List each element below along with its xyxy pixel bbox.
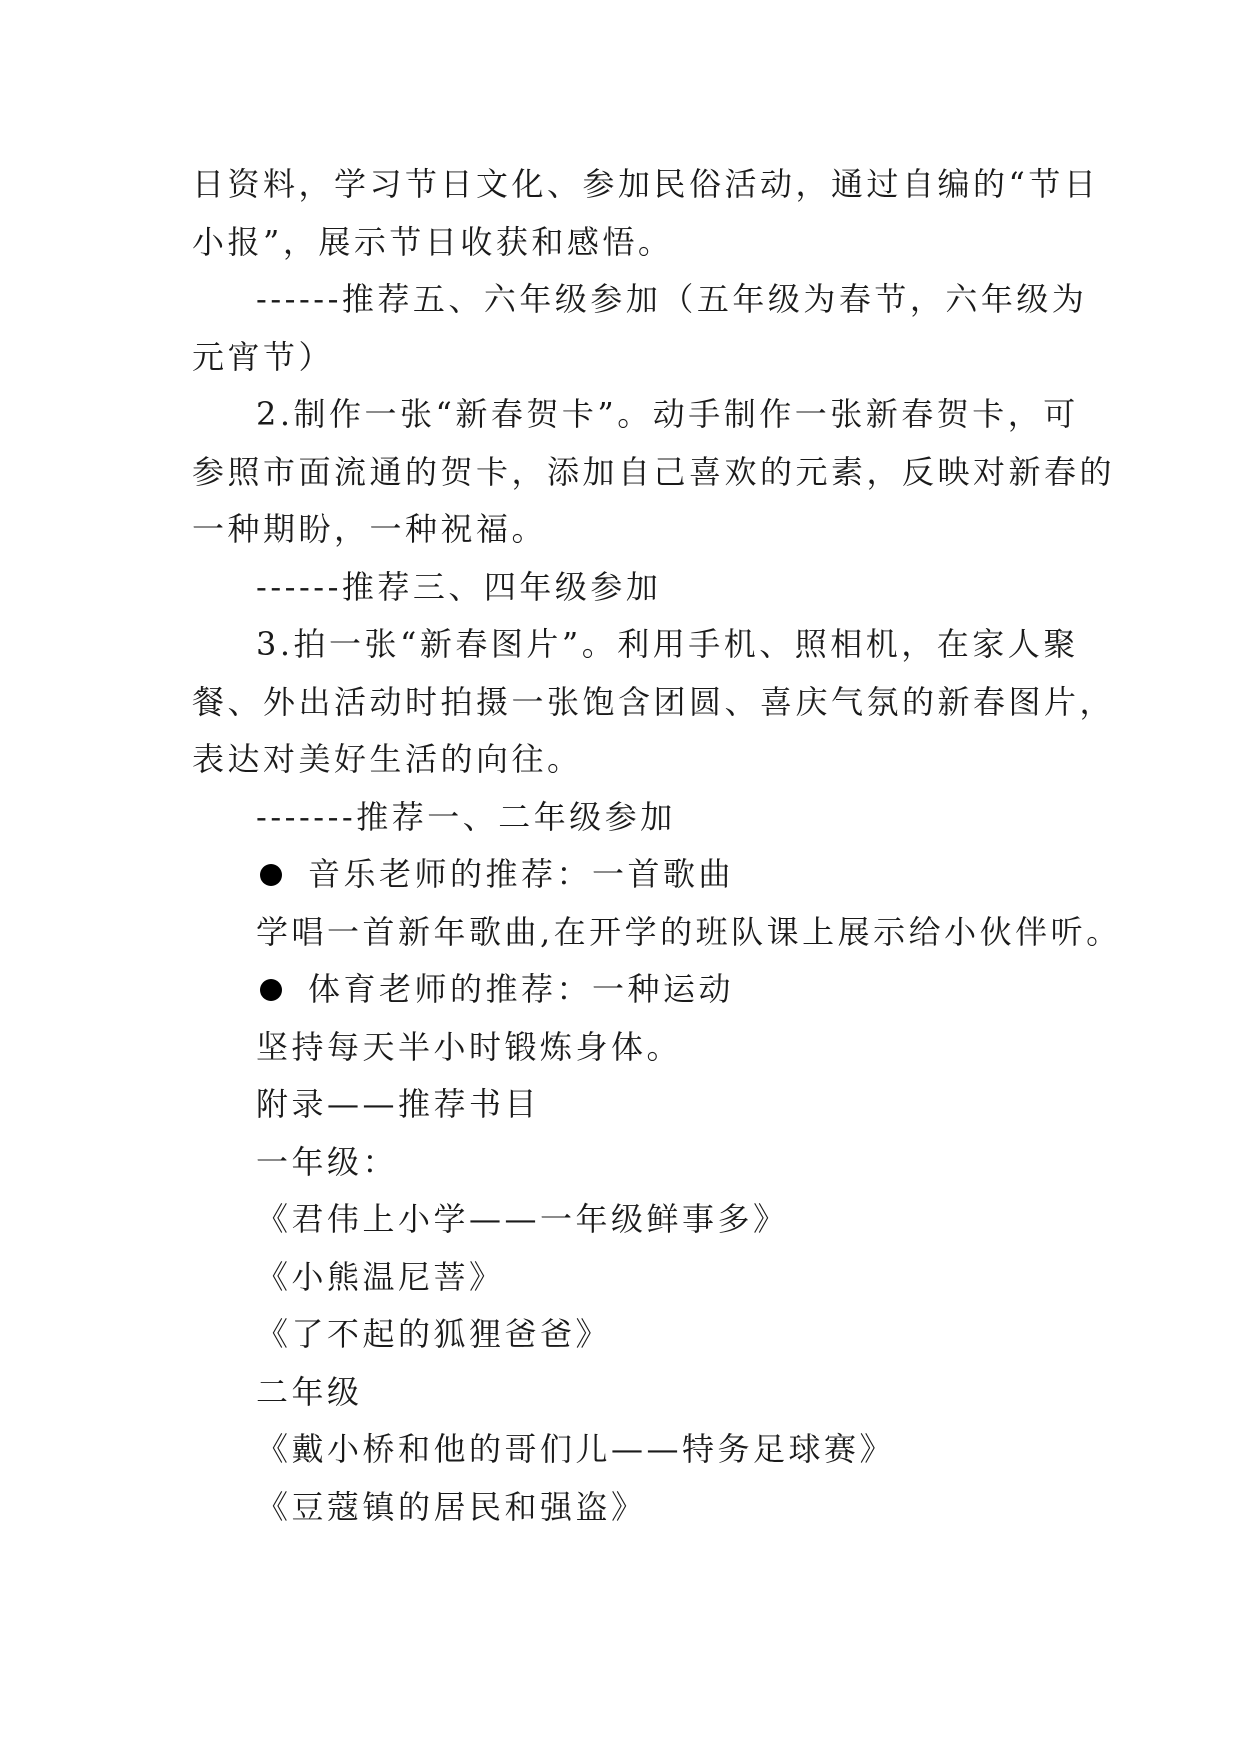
book-title: 《小熊温尼菩》 xyxy=(256,1258,505,1296)
book-title: 《豆蔻镇的居民和强盗》 xyxy=(256,1488,647,1526)
bullet-icon xyxy=(260,864,282,886)
bullet-item xyxy=(256,854,734,894)
bullet-text: 音乐老师的推荐：一首歌曲 xyxy=(308,855,735,893)
paragraph-line: 小报”，展示节日收获和感悟。 xyxy=(192,223,674,261)
grade-heading: 一年级： xyxy=(256,1143,399,1181)
bullet-item xyxy=(256,969,734,1009)
item-heading: 2.制作一张“新春贺卡”。动手制作一张新春贺卡，可 xyxy=(256,395,1079,433)
book-title: 《了不起的狐狸爸爸》 xyxy=(256,1315,612,1353)
paragraph-line: 参照市面流通的贺卡，添加自己喜欢的元素，反映对新春的 xyxy=(192,453,1116,491)
paragraph-line: 学唱一首新年歌曲,在开学的班队课上展示给小伙伴听。 xyxy=(256,913,1122,951)
paragraph-line: 元宵节） xyxy=(192,338,335,376)
bullet-text: 体育老师的推荐：一种运动 xyxy=(308,970,735,1008)
recommendation-line: ------推荐五、六年级参加（五年级为春节，六年级为 xyxy=(256,280,1088,318)
paragraph-line: 表达对美好生活的向往。 xyxy=(192,740,583,778)
recommendation-line: ------推荐三、四年级参加 xyxy=(256,568,662,606)
appendix-heading: 附录——推荐书目 xyxy=(256,1085,541,1123)
paragraph-line: 日资料，学习节日文化、参加民俗活动，通过自编的“节日 xyxy=(192,165,1100,203)
book-title: 《戴小桥和他的哥们儿——特务足球赛》 xyxy=(256,1430,896,1468)
book-title: 《君伟上小学——一年级鲜事多》 xyxy=(256,1200,789,1238)
paragraph-line: 餐、外出活动时拍摄一张饱含团圆、喜庆气氛的新春图片， xyxy=(192,683,1116,721)
item-heading: 3.拍一张“新春图片”。利用手机、照相机，在家人聚 xyxy=(256,625,1079,663)
recommendation-line: -------推荐一、二年级参加 xyxy=(256,798,676,836)
paragraph-line: 一种期盼，一种祝福。 xyxy=(192,510,548,548)
grade-heading: 二年级 xyxy=(256,1373,363,1411)
paragraph-line: 坚持每天半小时锻炼身体。 xyxy=(256,1028,683,1066)
bullet-icon xyxy=(260,979,282,1001)
